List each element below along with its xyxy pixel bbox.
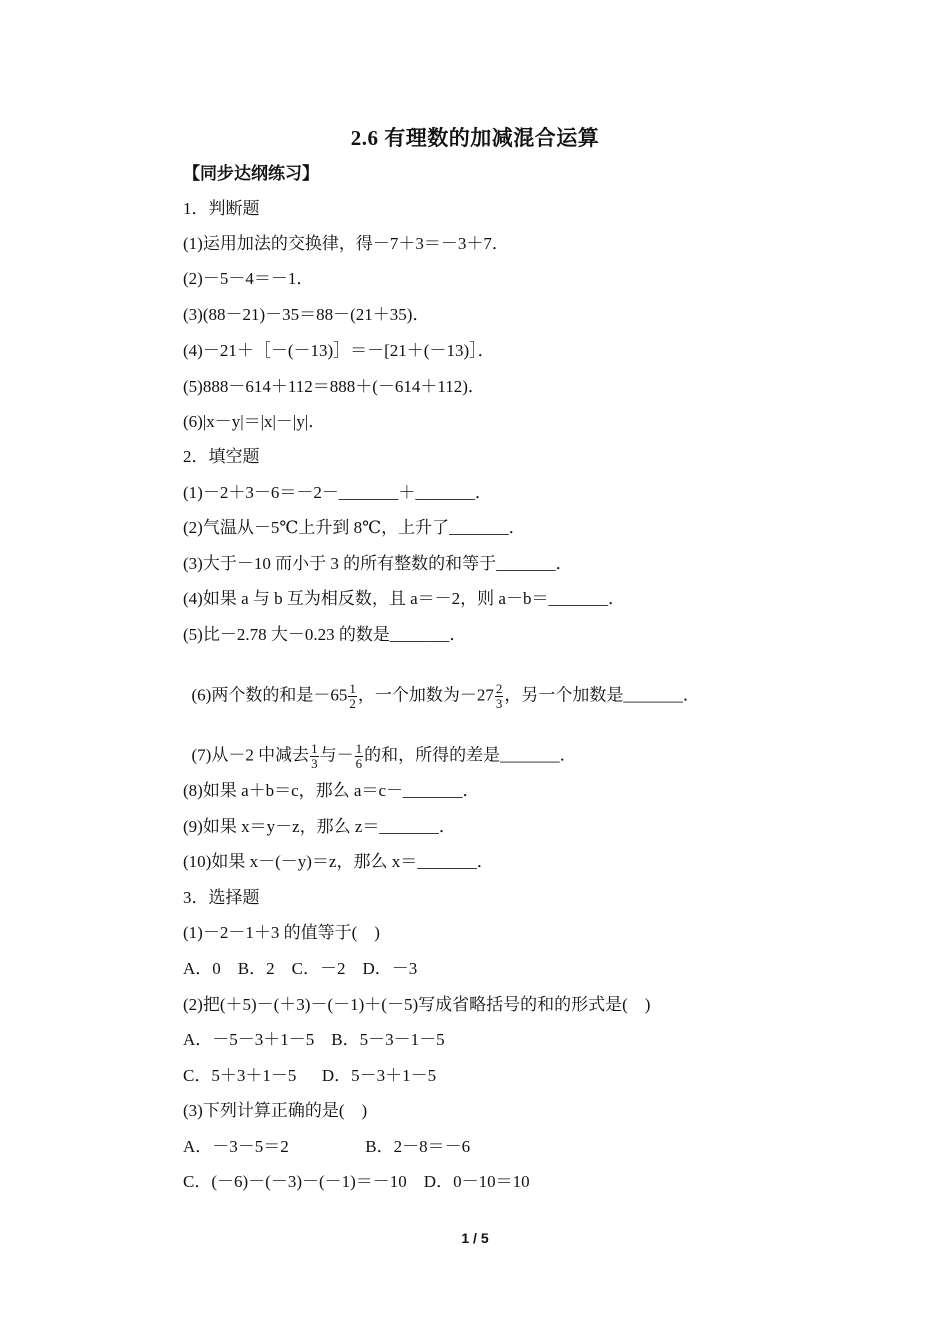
q2-item-1: (1)－2＋3－6＝－2－_______＋_______． [183,483,492,502]
q2-item-7-text-c: 的和，所得的差是_______． [364,745,577,765]
fraction-denominator: 6 [355,756,363,771]
fraction-numerator: 1 [355,741,363,756]
q3-item-2-options-cd: C．5＋3＋1－5 D．5－3＋1－5 [183,1066,437,1085]
q3-item-3-options-cd: C．(－6)－(－3)－(－1)＝－10 D．0－10＝10 [183,1172,530,1191]
q1-heading: 1．判断题 [183,199,260,218]
fraction-numerator: 1 [311,741,318,756]
q3-item-1-options: A．0 B．2 C．－2 D．－3 [183,959,418,978]
q2-item-9: (9)如果 x＝y－z，那么 z＝_______． [183,817,456,836]
q3-item-2-options-ab: A．－5－3＋1－5 B．5－3－1－5 [183,1030,445,1049]
fraction-one-half [348,682,357,711]
q2-item-6-text-b: ，一个加数为－27 [357,685,494,705]
q1-item-2: (2)－5－4＝－1． [183,269,314,288]
q2-item-4: (4)如果 a 与 b 互为相反数，且 a＝－2，则 a－b＝_______． [183,589,625,608]
q2-item-6-text-c: ，另一个加数是_______． [504,685,700,705]
q3-item-1: (1)－2－1＋3 的值等于( ) [183,923,380,942]
q2-item-5: (5)比－2.78 大－0.23 的数是_______． [183,625,467,644]
q2-item-10: (10)如果 x－(－y)＝z，那么 x＝_______． [183,852,494,871]
q3-item-2: (2)把(＋5)－(＋3)－(－1)＋(－5)写成省略括号的和的形式是( ) [183,995,651,1014]
fraction-denominator: 3 [311,756,318,771]
q2-item-6 [183,660,700,711]
q2-item-7-text-b: 与－ [319,745,354,765]
q2-item-3: (3)大于－10 而小于 3 的所有整数的和等于_______． [183,554,573,573]
fraction-one-third [310,742,319,771]
fraction-numerator: 1 [349,681,356,696]
section-header: 【同步达纲练习】 [183,164,319,183]
q1-item-6: (6)|x－y|＝|x|－|y|． [183,412,326,431]
fraction-denominator: 3 [495,696,503,711]
q2-item-8: (8)如果 a＋b＝c，那么 a＝c－_______． [183,781,480,800]
fraction-numerator: 2 [495,681,503,696]
q2-heading: 2．填空题 [183,447,260,466]
page-number: 1 / 5 [461,1230,489,1246]
q3-item-3-options-ab: A．－3－5＝2 B．2－8＝－6 [183,1137,471,1156]
fraction-denominator: 2 [349,696,356,711]
q1-item-4: (4)－21＋［－(－13)］＝－[21＋(－13)］． [183,341,495,360]
q2-item-6-text-a: (6)两个数的和是－65 [191,685,348,705]
fraction-one-sixth [355,742,364,771]
q3-heading: 3．选择题 [183,888,260,907]
q1-item-5: (5)888－614＋112＝888＋(－614＋112)． [183,377,485,396]
q2-item-2: (2)气温从－5℃上升到 8℃，上升了_______． [183,518,526,537]
q3-item-3: (3)下列计算正确的是( ) [183,1101,368,1120]
q1-item-3: (3)(88－21)－35＝88－(21＋35)． [183,305,430,324]
q2-item-7-text-a: (7)从－2 中减去 [191,745,310,765]
q2-item-7 [183,720,577,771]
fraction-two-thirds [495,682,504,711]
q1-item-1: (1)运用加法的交换律，得－7＋3＝－3＋7． [183,234,509,253]
document-title: 2.6 有理数的加减混合运算 [350,126,600,150]
